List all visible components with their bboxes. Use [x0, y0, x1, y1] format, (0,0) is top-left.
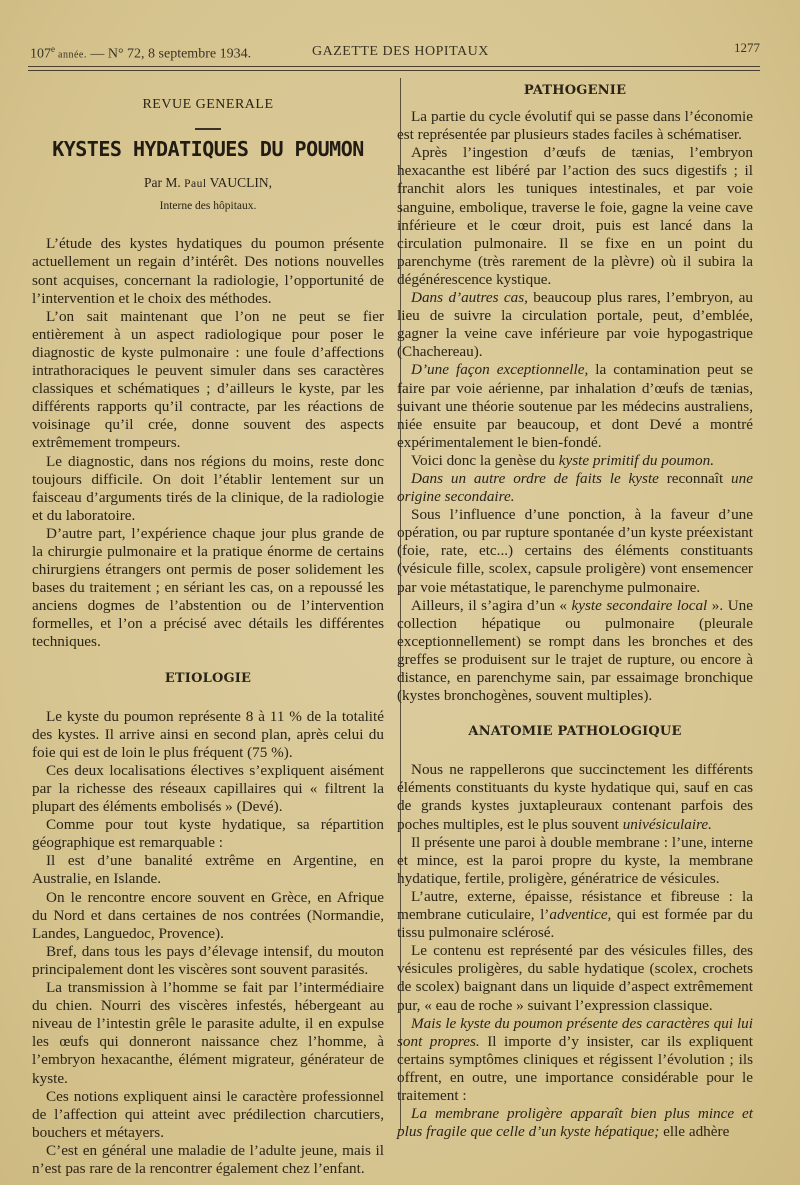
paragraph: Dans d’autres cas, beaucoup plus rares, l’embryon, au lieu de suivre la circulation portale, peut, d’emblée, gagner la veine cave inférieure par voie hypogastrique (Chachereau).	[397, 289, 753, 361]
paragraph: Nous ne rappellerons que succinctement les différents éléments constituants du kyste hydatique qui, sauf en cas de grands kystes juxtapleuraux contenant parfois des poches multiples, est le plus souvent univésiculaire.	[397, 761, 753, 833]
byline: Par M. Paul VAUCLIN,	[143, 175, 273, 191]
paragraph: D’autre part, l’expérience chaque jour plus grande de la chirurgie pulmonaire et la pratique énorme de certains chirurgiens étrangers ont permis de poser solidement les bases du traitement ; en sériant les cas, on a repoussé les anciens dogmes de l’abstention ou de l’intervention formelles, et l’on a précisé avec détails les différentes techniques.	[32, 524, 384, 651]
paragraph: C’est en général une maladie de l’adulte jeune, mais il n’est pas rare de la rencontrer également chez l’enfant.	[32, 1141, 384, 1177]
journal-name: GAZETTE DES HOPITAUX	[312, 44, 489, 59]
paragraph: Le diagnostic, dans nos régions du moins, reste donc toujours difficile. On doit l’établir lentement sur un faisceau d’arguments tirés de la clinique, de la radiologie et du laboratoire.	[32, 452, 384, 524]
page-number: 1277	[734, 40, 760, 55]
paragraph: D’une façon exceptionnelle, la contamination peut se faire par voie aérienne, par inhalation d’œufs de tænias, suivant une théorie soutenue par les médecins australiens, niée ensuite par beaucoup, et dont Devé a montré expérimentalement le bien-fondé.	[397, 361, 753, 451]
section-kicker: REVUE GENERALE	[142, 97, 274, 112]
section-heading-etiologie: ETIOLOGIE	[164, 670, 252, 686]
paragraph: L’autre, externe, épaisse, résistance et fibreuse : la membrane cuticulaire, l’adventice, qui est formée par du tissu pulmonaire sclérosé.	[397, 887, 753, 942]
left-column	[32, 84, 384, 1178]
paragraph: La membrane proligère apparaît bien plus mince et plus fragile que celle d’un kyste hépatique; elle adhère	[397, 1105, 753, 1141]
paragraph: Comme pour tout kyste hydatique, sa répartition géographique est remarquable :	[32, 816, 384, 852]
author-role: Interne des hôpitaux.	[159, 200, 257, 213]
paragraph: Ces deux localisations électives s’expliquent aisément par la richesse des réseaux capillaires qui « filtrent la plupart des éléments embolisés » (Devé).	[32, 761, 384, 816]
paragraph: Mais le kyste du poumon présente des caractères qui lui sont propres. Il importe d’y insister, car ils expliquent certains symptômes cliniques et régissent l’évolution ; ils offrent, en outre, une importance considérable pour le traitement :	[397, 1014, 753, 1104]
paragraph: Le contenu est représenté par des vésicules filles, des vésicules proligères, du sable hydatique (scolex, crochets de scolex) baignant dans un liquide d’aspect extrêmement pur, « eau de roche » suivant l’expression classique.	[397, 942, 753, 1014]
page-header	[30, 40, 760, 62]
section-heading-pathogenie: PATHOGENIE	[523, 83, 627, 98]
header-rule	[28, 66, 760, 67]
issue-info: 107e année. — N° 72, 8 septembre 1934.	[30, 44, 252, 62]
paragraph: Voici donc la genèse du kyste primitif du poumon.	[411, 451, 714, 469]
paragraph: La transmission à l’homme se fait par l’intermédiaire du chien. Nourri des viscères infestés, hébergeant au niveau de l’intestin grêle le parasite adulte, il en expulse les œufs qui donneront naissance chez l’homme, à l’embryon hexacanthe, élément migrateur, générateur de kyste.	[32, 979, 384, 1087]
paragraph: Bref, dans tous les pays d’élevage intensif, du mouton principalement dont les viscères sont souvent parasités.	[32, 942, 384, 978]
section-heading-anatomie: ANATOMIE PATHOLOGIQUE	[468, 724, 682, 740]
paragraph: Ces notions expliquent ainsi le caractère professionnel de l’affection qui atteint avec prédilection charcutiers, bouchers et métayers.	[32, 1087, 384, 1141]
paragraph: L’on sait maintenant que l’on ne peut se fier entièrement à un aspect radiologique pour poser le diagnostic de kyste pulmonaire : une foule d’affections intrathoraciques le peuvent simuler dans ses caractères classiques et schématiques ; d’ailleurs le kyste, par les différents rapports qu’il contracte, par les réactions de voisinage qu’il crée, donne souvent des aspects extrêmement trompeurs.	[32, 307, 384, 452]
title-dash	[195, 128, 221, 130]
paragraph: Dans un autre ordre de faits le kyste reconnaît une origine secondaire.	[397, 469, 753, 506]
paragraph: Le kyste du poumon représente 8 à 11 % de la totalité des kystes. Il arrive ainsi en second plan, après celui du foie qui est de loin le plus fréquent (75 %).	[32, 707, 384, 761]
paragraph: On le rencontre encore souvent en Grèce, en Afrique du Nord et dans certaines de nos contrées (Normandie, Landes, Languedoc, Provence).	[32, 888, 384, 942]
header-rule-double	[28, 70, 760, 71]
paragraph: Sous l’influence d’une ponction, à la faveur d’une opération, ou par rupture spontanée d’un kyste préexistant (foie, rate, etc...) certains des éléments constituants (vésicule fille, scolex, capsule proligère) vont ensemencer par voie métastatique, le parenchyme pulmonaire.	[397, 506, 753, 596]
paragraph: Il présente une paroi à double membrane : l’une, interne et mince, est la paroi propre du kyste, la membrane hydatique, fertile, proligère, génératrice de vésicules.	[397, 833, 753, 887]
paragraph: L’étude des kystes hydatiques du poumon présente actuellement un regain d’intérêt. Des notions nouvelles sont acquises, concernant la radiologie, l’opportunité de l’intervention et le choix des méthodes.	[32, 235, 384, 307]
paragraph: Après l’ingestion d’œufs de tænias, l’embryon hexacanthe est libéré par l’action des sucs digestifs ; il franchit alors les tuniques intestinales, et par voie sanguine, embolique, traverse le foie, gagne la veine cave inférieure et le cœur droit, puis est lancé dans la circulation pulmonaire. Il se fixe en un point du parenchyme (très rarement de la plèvre) où il subira la dégénérescence kystique.	[397, 144, 753, 288]
paragraph: Ailleurs, il s’agira d’un « kyste secondaire local ». Une collection hépatique ou pulmonaire (pleurale exceptionnellement) se rompt dans les bronches et des greffes se produisent sur le trajet de rupture, ou encore à distance, en parenchyme sain, par essaimage bronchique (kystes bronchogènes, souvent multiples).	[397, 596, 753, 705]
right-column	[397, 82, 753, 1141]
paragraph: Il est d’une banalité extrême en Argentine, en Australie, en Islande.	[32, 852, 384, 888]
paragraph: La partie du cycle évolutif qui se passe dans l’économie est représentée par plusieurs stades faciles à schématiser.	[397, 108, 753, 144]
article-title: KYSTES HYDATIQUES DU POUMON	[52, 137, 364, 162]
